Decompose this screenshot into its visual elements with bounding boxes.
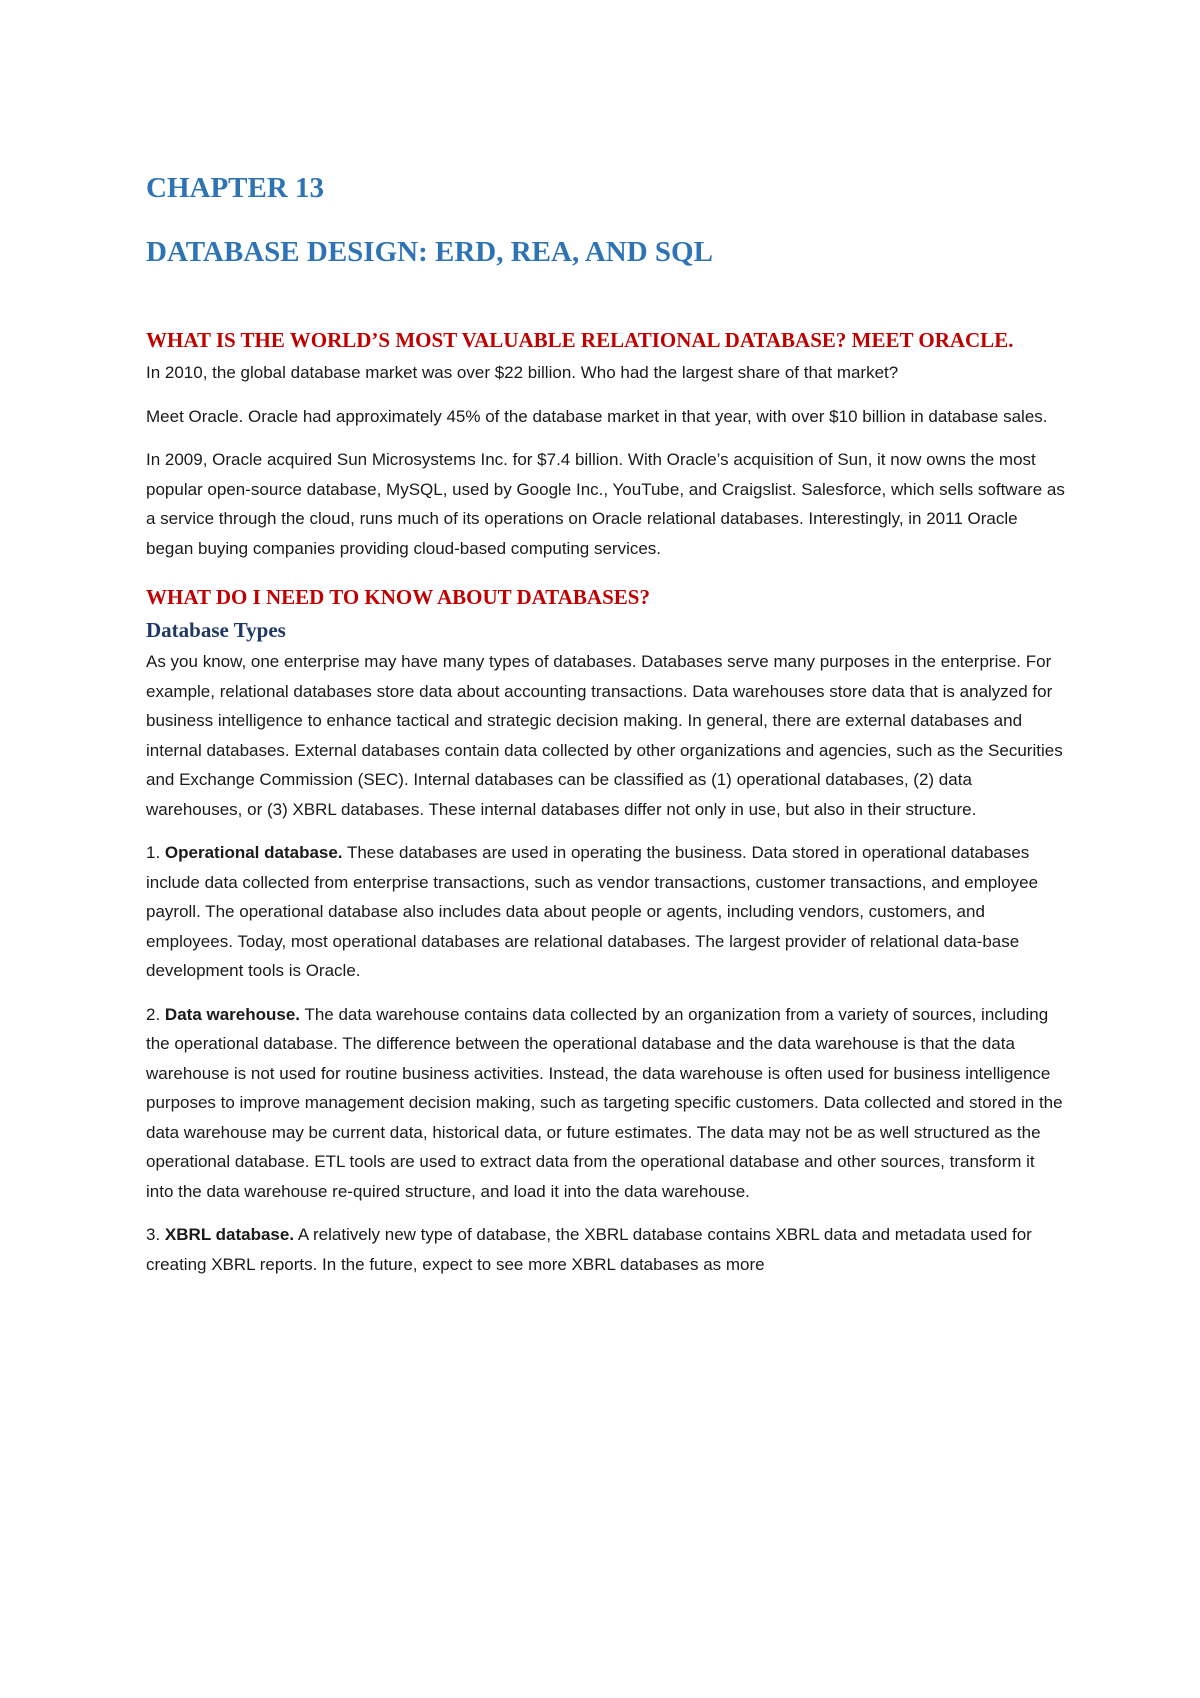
item-term: Data warehouse. (164, 1004, 301, 1024)
item-text: The data warehouse contains data collected by an organization from a variety of sources, including the operational database. The difference between the operational database and the data warehouse is that the data warehouse is not used for routine business activities. Instead, the data warehouse is often used for business intelligence purposes to improve management decision making, such as targeting specific customers. Data collected and stored in the data warehouse may be current data, historical data, or future estimates. The data may not be as well structured as the operational database. ETL tools are used to extract data from the operational database and other sources, transform it into the data warehouse re-quired structure, and load it into the data warehouse. (146, 1004, 1063, 1201)
item-number: 1. (146, 843, 161, 862)
chapter-label: CHAPTER 13 (146, 172, 325, 204)
list-item-data-warehouse (146, 1000, 1066, 1207)
item-term: Operational database. (164, 843, 343, 862)
item-number: 2. (146, 1004, 161, 1024)
paragraph: As you know, one enterprise may have many types of databases. Databases serve many purposes in the enterprise. For example, relational databases store data about accounting transactions. Data warehouses store data that is analyzed for business intelligence to enhance tactical and strategic decision making. In general, there are external databases and internal databases. External databases contain data collected by other organizations and agencies, such as the Securities and Exchange Commission (SEC). Internal databases can be classified as (1) operational databases, (2) data warehouses, or (3) XBRL databases. These internal databases differ not only in use, but also in their structure. (146, 652, 1063, 819)
item-text: A relatively new type of database, the XBRL database contains XBRL data and metadata used for creating XBRL reports. In the future, expect to see more XBRL databases as more (146, 1225, 1032, 1274)
item-number: 3. (146, 1225, 161, 1244)
item-text: These databases are used in operating the business. Data stored in operational databases include data collected from enterprise transactions, such as vendor transactions, customer transactions, and employee payroll. The operational database also includes data about people or agents, including vendors, customers, and employees. Today, most operational databases are relational databases. The largest provider of relational data-base development tools is Oracle. (146, 843, 1039, 980)
section-heading-databases: WHAT DO I NEED TO KNOW ABOUT DATABASES? (146, 585, 650, 609)
list-item-operational-database (146, 838, 1066, 986)
list-item-xbrl-database (146, 1220, 1066, 1279)
chapter-title: DATABASE DESIGN: ERD, REA, AND SQL (146, 236, 713, 268)
paragraph: Meet Oracle. Oracle had approximately 45% of the database market in that year, with over $10 billion in database sales. (146, 406, 1048, 426)
paragraph: In 2010, the global database market was over $22 billion. Who had the largest share of that market? (146, 363, 899, 382)
section-heading-oracle: WHAT IS THE WORLD’S MOST VALUABLE RELATIONAL DATABASE? MEET ORACLE. (146, 328, 1014, 352)
paragraph: In 2009, Oracle acquired Sun Microsystems Inc. for $7.4 billion. With Oracle’s acquisition of Sun, it now owns the most popular open-source database, MySQL, used by Google Inc., YouTube, and Craigslist. Salesforce, which sells software as a service through the cloud, runs much of its operations on Oracle relational databases. Interestingly, in 2011 Oracle began buying companies providing cloud-based computing services. (146, 450, 1065, 558)
document-body (146, 326, 1066, 1293)
item-term: XBRL database. (164, 1225, 295, 1244)
subheading-database-types: Database Types (146, 618, 286, 642)
